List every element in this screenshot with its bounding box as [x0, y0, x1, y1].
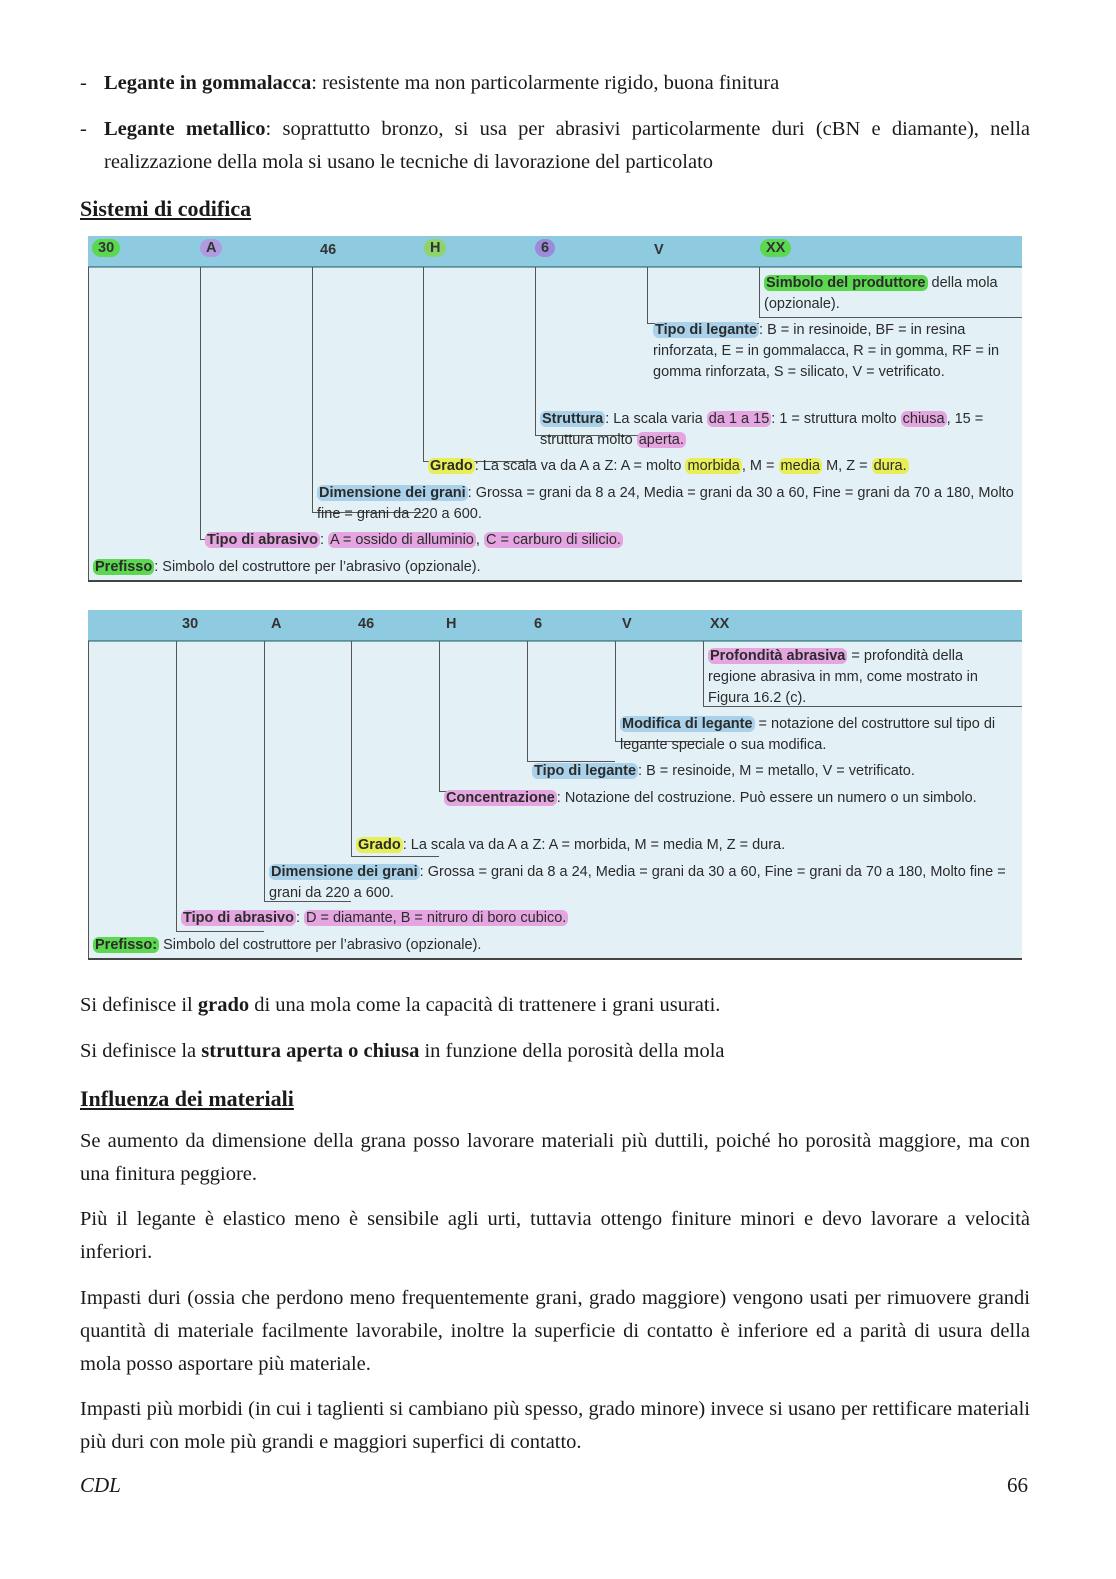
code-abrasive: A [271, 616, 282, 632]
paragraph: Impasti duri (ossia che perdono meno frequentemente grani, grado maggiore) vengono usati per rimuovere grandi quantità di materiale facilmente lavorabile, inoltre la superficie di contatto è inferiore ed a parità di usura della mola posso asportare più materiale. [80, 1287, 1030, 1375]
heading-sistemi-codifica: Sistemi di codifica [80, 196, 252, 221]
paragraph-struttura: Si definisce la struttura aperta o chiusa in funzione della porosità della mola [80, 1040, 725, 1062]
row-modifica-legante: Modifica di legante = notazione del costruttore sul tipo di legante speciale o sua modifica. [620, 716, 996, 753]
row-produttore: Simbolo del produttore della mola (opzionale). [764, 275, 998, 312]
bullet-dash: - [80, 118, 87, 140]
code-manufacturer: XX [760, 239, 791, 257]
bullet-text: : resistente ma non particolarmente rigido, buona finitura [311, 72, 780, 94]
code-bond: V [654, 242, 664, 258]
page-number: 66 [1007, 1473, 1028, 1497]
code-depth: XX [710, 616, 730, 632]
row-struttura: Struttura : La scala varia da 1 a 15 : 1 = struttura molto chiusa , 15 = struttura molto aperta. [540, 411, 984, 448]
code-grain-size: 46 [358, 616, 375, 632]
paragraph-grado: Si definisce il grado di una mola come la capacità di trattenere i grani usurati. [80, 994, 721, 1016]
code-prefix: 30 [92, 239, 120, 257]
bullet-term: Legante in gommalacca [104, 72, 312, 94]
code-prefix: 30 [182, 616, 199, 632]
paragraph: Se aumento da dimensione della grana posso lavorare materiali più duttili, poiché ho porosità maggiore, ma con una finitura peggiore. [80, 1130, 1030, 1185]
bullet-gommalacca [80, 67, 1030, 100]
bullet-metallico [80, 113, 1030, 179]
row-tipo-legante: Tipo di legante : B = in resinoide, BF = in resina rinforzata, E = in gommalacca, R = in gomma, RF = in gomma rinforzata, S = silicato, V = vetrificato. [653, 322, 1000, 380]
code-bond: V [622, 616, 632, 632]
row-grado: Grado : La scala va da A a Z: A = morbida, M = media M, Z = dura. [358, 837, 786, 853]
row-profondita-abrasiva: Profondità abrasiva = profondità della regione abrasiva in mm, come mostrato in Figura 16.2 (c). [708, 648, 978, 706]
heading-influenza-materiali: Influenza dei materiali [80, 1086, 294, 1111]
row-prefisso: Prefisso : Simbolo del costruttore per l’abrasivo (opzionale). [95, 559, 481, 575]
coding-figure-superabrasive [88, 610, 1022, 960]
code-abrasive: A [200, 239, 222, 257]
row-prefisso: Prefisso: Simbolo del costruttore per l’abrasivo (opzionale). [95, 937, 482, 953]
bullet-text: : soprattutto bronzo, si usa per abrasivi particolarmente duri (cBN e diamante), nella realizzazione della mola si usano le tecniche di lavorazione del particolato [104, 118, 1030, 173]
row-concentrazione: Concentrazione : Notazione del costruzione. Può essere un numero o un simbolo. [446, 790, 977, 806]
row-grado: Grado : La scala va da A a Z: A = molto morbida , M = media M, Z = dura. [430, 458, 907, 474]
paragraph: Impasti più morbidi (in cui i taglienti si cambiano più spesso, grado minore) invece si usano per rettificare materiali più duri con mole più grandi e maggiori superfici di contatto. [80, 1398, 1030, 1453]
code-grain-size: 46 [320, 242, 337, 258]
code-concentration: 6 [534, 616, 543, 632]
row-tipo-abrasivo: Tipo di abrasivo : D = diamante, B = nitruro di boro cubico. [183, 910, 567, 926]
bullet-term: Legante metallico [104, 118, 266, 140]
row-dimensione-grani: Dimensione dei grani : Grossa = grani da 8 a 24, Media = grani da 30 a 60, Fine = grani da 70 a 180, Molto fine = grani da 220 a 600. [317, 485, 1014, 522]
code-structure: 6 [535, 239, 555, 257]
bullet-dash: - [80, 72, 87, 94]
paragraph: Più il legante è elastico meno è sensibile agli urti, tuttavia ottengo finiture minori e devo lavorare a velocità inferiori. [80, 1208, 1030, 1263]
code-grade: H [424, 239, 446, 257]
row-tipo-abrasivo: Tipo di abrasivo : A = ossido di alluminio , C = carburo di silicio. [207, 532, 621, 548]
footer-author: CDL [80, 1473, 121, 1497]
row-dimensione-grani: Dimensione dei grani : Grossa = grani da 8 a 24, Media = grani da 30 a 60, Fine = grani da 70 a 180, Molto fine = grani da 220 a 600. [269, 864, 1006, 901]
code-grade: H [446, 616, 457, 632]
coding-figure-conventional [88, 236, 1022, 582]
figure-header-bar [88, 610, 1022, 641]
row-tipo-legante: Tipo di legante : B = resinoide, M = metallo, V = vetrificato. [534, 763, 915, 779]
